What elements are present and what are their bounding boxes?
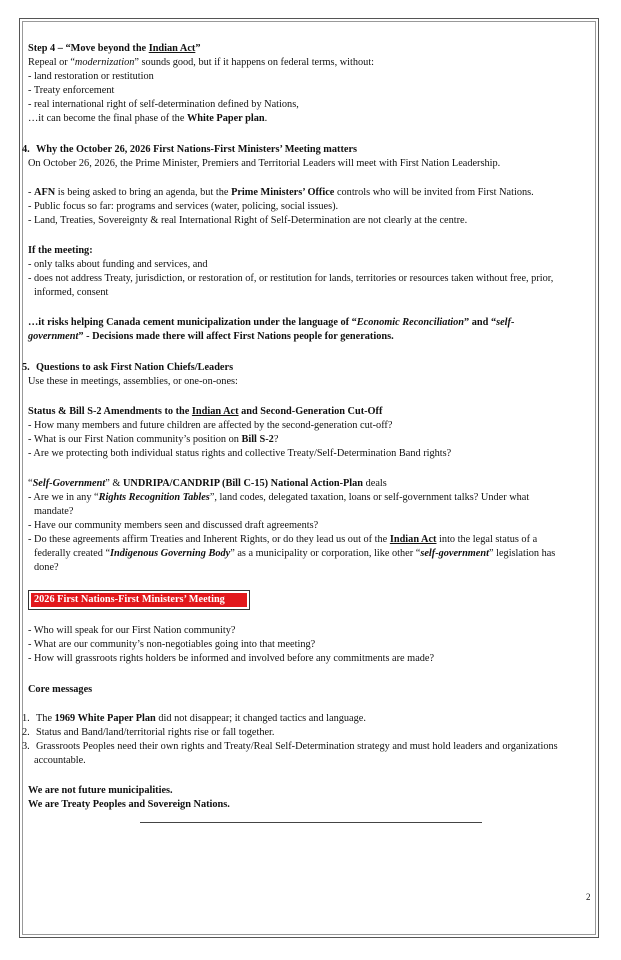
step4-heading: Step 4 – “Move beyond the Indian Act” [28, 43, 201, 54]
core-message-2: 2. Status and Band/land/territorial rights rise or fall together. [22, 727, 275, 738]
core-message-3-cont: accountable. [34, 755, 86, 766]
divider-line [140, 822, 482, 823]
risk-statement: …it risks helping Canada cement municipalization under the language of “Economic Reconciliation” and “self- [28, 317, 515, 328]
meeting-question: - How will grassroots rights holders be informed and involved before any commitments are made? [28, 653, 435, 664]
step4-bullet: - land restoration or restitution [28, 71, 154, 82]
closing-line: We are Treaty Peoples and Sovereign Nations. [28, 799, 230, 810]
sg-question-cont: mandate? [34, 506, 74, 517]
section4-number: 4. [22, 144, 30, 155]
sg-question: - Have our community members seen and discussed draft agreements? [28, 520, 319, 531]
section5-intro: Use these in meetings, assemblies, or one-on-ones: [28, 376, 238, 387]
step4-line1: Repeal or “modernization” sounds good, but if it happens on federal terms, without: [28, 57, 375, 68]
meeting-question: - What are our community’s non-negotiables going into that meeting? [28, 639, 316, 650]
status-question: - Are we protecting both individual status rights and collective Treaty/Self-Determination Band rights? [28, 448, 452, 459]
section4-bullet: - AFN is being asked to bring an agenda, but the Prime Ministers’ Office controls who will be invited from First Nations. [28, 187, 534, 198]
if-bullet: - does not address Treaty, jurisdiction, or restoration of, or restitution for lands, territories or resources taken without free, prior, [28, 273, 554, 284]
status-question: - How many members and future children are affected by the second-generation cut-off? [28, 420, 393, 431]
section4-bullet: - Public focus so far: programs and services (water, policing, social issues). [28, 201, 339, 212]
closing-line: We are not future municipalities. [28, 785, 173, 796]
if-bullet-cont: informed, consent [34, 287, 109, 298]
step4-bullet: - Treaty enforcement [28, 85, 115, 96]
sg-question: - Do these agreements affirm Treaties and Inherent Rights, or do they lead us out of the Indian Act into the legal status of a [28, 534, 538, 545]
section4-bullet: - Land, Treaties, Sovereignty & real International Right of Self-Determination are not clearly at the centre. [28, 215, 468, 226]
meeting-banner [28, 590, 250, 610]
sg-question-cont: done? [34, 562, 59, 573]
risk-statement-cont: government” - Decisions made there will affect First Nations people for generations. [28, 331, 394, 342]
core-messages-heading: Core messages [28, 684, 93, 695]
status-subheading: Status & Bill S-2 Amendments to the Indian Act and Second-Generation Cut-Off [28, 406, 383, 417]
sg-question: - Are we in any “Rights Recognition Tables”, land codes, delegated taxation, loans or self-government talks? Under what [28, 492, 530, 503]
page-number: 2 [586, 892, 591, 902]
step4-bullet: - real international right of self-determination defined by Nations, [28, 99, 299, 110]
core-message-1: 1. The 1969 White Paper Plan did not disappear; it changed tactics and language. [22, 713, 366, 724]
section4-intro: On October 26, 2026, the Prime Minister, Premiers and Territorial Leaders will meet with First Nation Leadership. [28, 158, 501, 169]
section5-number: 5. [22, 362, 30, 373]
if-meeting-label: If the meeting: [28, 245, 93, 256]
if-bullet: - only talks about funding and services, and [28, 259, 208, 270]
meeting-question: - Who will speak for our First Nation community? [28, 625, 236, 636]
core-message-3: 3. Grassroots Peoples need their own rights and Treaty/Real Self-Determination strategy and must hold leaders and organizations [22, 741, 558, 752]
section5-heading: 5. Questions to ask First Nation Chiefs/Leaders [22, 362, 234, 373]
sg-question-cont: federally created “Indigenous Governing Body” as a municipality or corporation, like other “self-government” legislation has [34, 548, 556, 559]
status-question: - What is our First Nation community’s position on Bill S-2? [28, 434, 279, 445]
step4-final: …it can become the final phase of the White Paper plan. [28, 113, 268, 124]
meeting-banner-label: 2026 First Nations-First Ministers’ Meeting [31, 593, 247, 607]
self-government-subheading: “Self-Government” & UNDRIPA/CANDRIP (Bill C-15) National Action-Plan deals [28, 478, 387, 489]
section4-heading: 4. Why the October 26, 2026 First Nations-First Ministers’ Meeting matters [22, 144, 358, 155]
